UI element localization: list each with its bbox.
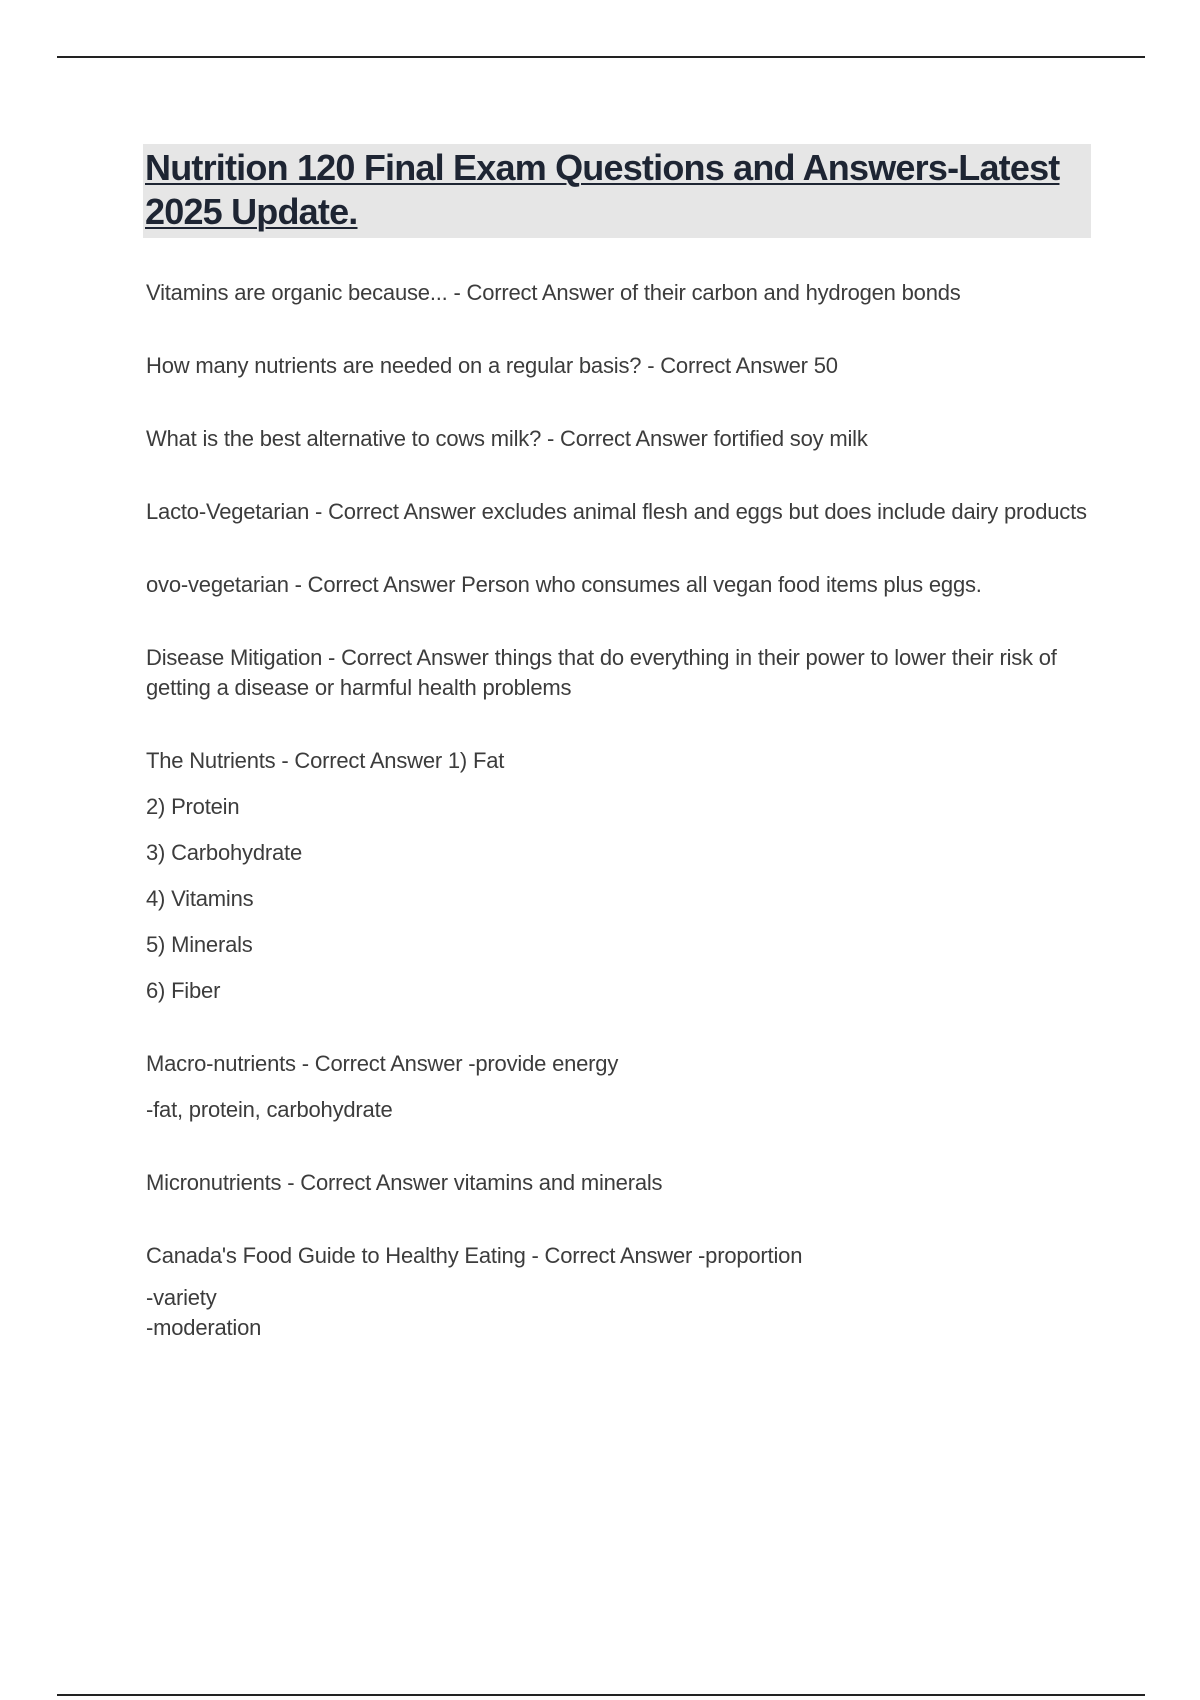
qa-entry xyxy=(146,351,1096,381)
document-title: Nutrition 120 Final Exam Questions and Answers-Latest 2025 Update. xyxy=(145,147,1060,232)
qa-line: -fat, protein, carbohydrate xyxy=(146,1097,393,1122)
qa-text: How many nutrients are needed on a regular basis? - Correct Answer 50 xyxy=(146,353,838,378)
footer-rule xyxy=(57,1694,1145,1696)
qa-text: Disease Mitigation - Correct Answer things that do everything in their power to lower their risk of getting a disease or harmful health problems xyxy=(146,645,1057,700)
qa-text: Vitamins are organic because... - Correct Answer of their carbon and hydrogen bonds xyxy=(146,280,961,305)
title-block xyxy=(143,144,1091,238)
qa-text: The Nutrients - Correct Answer 1) Fat xyxy=(146,748,505,773)
qa-entry xyxy=(146,278,1096,308)
qa-entry xyxy=(146,1168,1096,1198)
qa-entry xyxy=(146,643,1096,703)
qa-entry xyxy=(146,424,1096,454)
qa-entry xyxy=(146,570,1096,600)
qa-line: -variety xyxy=(146,1285,217,1310)
qa-line: 3) Carbohydrate xyxy=(146,840,302,865)
qa-text: Macro-nutrients - Correct Answer -provide energy xyxy=(146,1051,619,1076)
qa-entry xyxy=(146,497,1096,527)
qa-line: -moderation xyxy=(146,1315,262,1340)
qa-entry xyxy=(146,1241,1096,1343)
qa-entry xyxy=(146,1049,1096,1125)
qa-line: 5) Minerals xyxy=(146,932,253,957)
qa-list xyxy=(146,278,1096,1386)
qa-text: What is the best alternative to cows milk? - Correct Answer fortified soy milk xyxy=(146,426,868,451)
qa-text: ovo-vegetarian - Correct Answer Person who consumes all vegan food items plus eggs. xyxy=(146,572,982,597)
qa-entry xyxy=(146,746,1096,1006)
header-rule xyxy=(57,56,1145,58)
qa-line: 6) Fiber xyxy=(146,978,221,1003)
qa-line: 4) Vitamins xyxy=(146,886,254,911)
qa-text: Micronutrients - Correct Answer vitamins and minerals xyxy=(146,1170,663,1195)
qa-text: Canada's Food Guide to Healthy Eating - Correct Answer -proportion xyxy=(146,1243,803,1268)
qa-line: 2) Protein xyxy=(146,794,240,819)
qa-text: Lacto-Vegetarian - Correct Answer excludes animal flesh and eggs but does include dairy products xyxy=(146,499,1087,524)
